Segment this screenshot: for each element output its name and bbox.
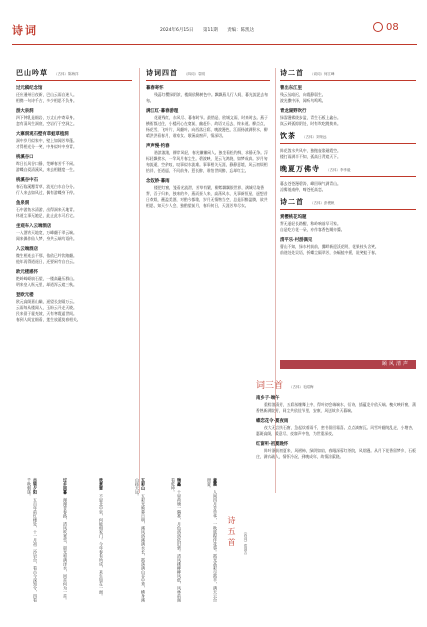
poem-line: 忽有清风生洞底，空岩行于空洞之。 — [16, 121, 77, 126]
issue-editor: 责编：陈凯达 — [227, 28, 255, 33]
poem-line: 绝岭崎岖崩石望，一楼高矗压群山。 — [16, 276, 77, 281]
vertical-poem-title: 童霞 — [213, 478, 218, 486]
vertical-poem-title: 欣赏雷 — [99, 478, 104, 490]
poem-line: 霁无遥轻长路醒，称岭响前早可家。 — [280, 221, 341, 226]
poem — [256, 441, 416, 460]
column-divider — [139, 68, 140, 493]
vertical-poems — [16, 478, 252, 603]
poem — [16, 246, 132, 265]
poem-title: 青龙湖野吹行 — [280, 109, 307, 114]
sec5-author: （古体）李孝毅 — [326, 168, 351, 172]
poem-title: 游大泉洞 — [16, 109, 34, 114]
poem-line: 凉雾低南仲，啼苍托高恋。 — [280, 187, 326, 192]
poem-title: 欧元楼感怀 — [16, 270, 38, 275]
poem — [16, 85, 132, 104]
section-title: 诗词 — [12, 24, 38, 37]
poem-line: 微生相连去不那，依依已吟饮踏翻。 — [16, 253, 77, 258]
vertical-poem — [170, 478, 182, 603]
poem-line: 洞中岁月似家中，壁上如闻芳草蓬。 — [16, 138, 77, 143]
poem-body: 残蕊红樱绿阴浓，楼阁依稀树色中。飘飘燕儿行人间，暮光流泥去匆匆。 — [146, 92, 268, 103]
poem-title: 大寨洞观石壁有草蛙草植洞 — [16, 132, 69, 137]
section-banner: 颐风清声 — [280, 360, 416, 369]
vertical-title: 诗五首 — [227, 516, 236, 549]
poem-title: 暮春寄怀 — [146, 86, 164, 91]
sec5-title-text: 晚夏万佛寺 — [280, 164, 320, 173]
sec3-title-text: 诗二首 — [280, 68, 304, 77]
poem — [16, 177, 132, 196]
vertical-poem-body: 十里荷塘一隅香，月色溶溶依旧碧。清风拂柳柳风低，风林前阁看乾坤。 — [171, 478, 182, 602]
poem — [256, 395, 416, 414]
poem-body: 阵叶浙前初夏来，风褶柿，绿阴如扇，春眼深蓉红茶院，风烟漫。从月下花香留梦乡，石板庄，满衣疏人，情怀冷况，到晚成年，故情涂萦绕。 — [256, 448, 416, 459]
sec1-title-text: 巴山吟草 — [16, 68, 48, 77]
poem-title: 桃溪谷中石 — [16, 178, 38, 183]
poem-line: 曹山不知，绿水村前前，翼畔新迎沃花明，花果枝头含笑。 — [280, 244, 379, 249]
issue-number: 第11期 — [202, 28, 218, 33]
poem-line: 残云丛暗迟，向霞静弱生。 — [280, 92, 326, 97]
poem-line: 春到人间宜细看，莲生放诞莫春相关。 — [16, 317, 81, 322]
poem — [146, 143, 270, 174]
poem-title: 过元稹纪念馆 — [16, 86, 43, 91]
sec2-title — [146, 68, 270, 81]
poem-line: 游蝶自爱清溪风，来去相随度一生。 — [16, 167, 77, 172]
issue-date: 2024年6月15日 — [160, 28, 194, 33]
poem — [280, 214, 416, 233]
poem — [146, 85, 270, 104]
poem-title: 鱼泉洞 — [16, 201, 30, 206]
poem — [16, 108, 132, 127]
poem-line: 行人来去如风过，偶有游蝶身下停。 — [16, 190, 77, 195]
page-header — [0, 0, 427, 45]
poem-line: 才得相光分一笑，中身似叶中身青。 — [16, 144, 77, 149]
sec1-title — [16, 68, 132, 81]
poem-title: 满江红·暮春游理 — [146, 109, 179, 114]
poem — [16, 292, 132, 323]
poem-title: 清平乐·村游偶见 — [280, 238, 313, 243]
poem-title: 坐观车入云端酒店 — [16, 224, 52, 229]
poem-line: 岚云碎孤掠阴处，时有吹吃跳换来。 — [280, 121, 341, 126]
poem-title: 念奴娇·暮雨 — [146, 179, 170, 184]
page-number — [373, 22, 399, 33]
sec7-author: （古体）毛昭梅 — [289, 385, 314, 389]
sec1-author: （古体）陈海洋 — [54, 72, 79, 76]
vertical-poem-body: 五百年前红楼处，十一月初二沙岩台，看古今深知兮，四看千秋朝遂。 — [27, 478, 38, 602]
poem — [256, 418, 416, 437]
vertical-poem — [98, 478, 104, 603]
sec5-title — [280, 164, 416, 177]
column-four-poems — [146, 68, 270, 213]
poem-line: 还应通州日夜新，巴山云雨自迷人。 — [16, 92, 77, 97]
column-basha — [16, 68, 132, 327]
column-ci — [256, 378, 416, 464]
sec4-title — [280, 131, 416, 144]
poem-title: 红窗听·初夏晚怀 — [256, 442, 289, 447]
poem-title: 桃溪谷口 — [16, 155, 34, 160]
poem-line: 云雨每从楼闻入，玉盼云开走天晓。 — [16, 305, 77, 310]
poem — [280, 181, 416, 193]
poem-title: 赏樱桃花坞题 — [280, 215, 307, 220]
vertical-poem-body: 五彩光映幕日明，溪风溶溪满水长，霞落满山谷中秀，横身溪山接天远。 — [135, 478, 146, 602]
vertical-poem — [134, 478, 146, 603]
vertical-poem-title: 过乡回暮 — [63, 478, 68, 494]
poem-line: 闻来偶作仙人梦，身共云端鸟语传。 — [16, 236, 77, 241]
poem-title: 声声慢·钓春 — [146, 144, 170, 149]
poem-line: 相携一句诗千古，多少相思不负身。 — [16, 98, 77, 103]
sec2-title-text: 诗词四首 — [146, 68, 178, 77]
sec3-author: （词词）何江峰 — [310, 72, 335, 76]
poem-line: 一入酒宵天地宽，万峰翻于翠云端。 — [16, 230, 77, 235]
poem-title: 南乡子·端午 — [256, 396, 280, 401]
sec7-title — [256, 378, 416, 391]
poem — [280, 108, 416, 127]
sec6-title — [280, 197, 416, 210]
poem-body: 夜大无言扶石窗，急起炊着雨千，密书留回霜喜。点点滴窗瓦。风雪叶翻纯乱走，小塘杏，惠斑高阁，爱意尽，夜寐声中怕，为世重深夜。 — [256, 425, 416, 436]
poem-line: 明来皇入纵元里，却道浑云遮三秋。 — [16, 282, 77, 287]
sec2-author: （四词）袁明 — [184, 72, 205, 76]
vertical-author: （四词）郑国吉 — [244, 530, 248, 555]
poem — [280, 85, 416, 104]
poem-line: 暮去苍苍漫碧涛，峰回瑞气满青山。 — [280, 181, 341, 186]
poem — [16, 200, 132, 219]
sec3-title — [280, 68, 416, 81]
vertical-poem — [26, 478, 38, 603]
column-right — [280, 68, 416, 260]
vertical-poem-body: 漫漫青春路，清风吹寒雪，晨光和满泽水，回首何为一首。 — [63, 498, 68, 602]
poem-title: 蝶恋花令·夏夜雨 — [256, 419, 289, 424]
sec6-title-text: 诗二首 — [280, 197, 304, 206]
poem-line: 自是吃方花一朵，亦作客香色爾亦朦。 — [280, 227, 345, 232]
poem-line: 波光撒中泽，闻听鸟鸣鸣。 — [280, 98, 326, 103]
poem-line: 昨日长风谷口静，芜蝉春芳千不闲。 — [16, 161, 77, 166]
circle-icon — [373, 22, 383, 32]
poem — [146, 178, 270, 209]
poem-line: 四下钟乳是细岩，万丈山中寄章身。 — [16, 115, 77, 120]
poem-body: 重粽溶清芳，五彩丝缠舞上中，得叶初会端端水，衍诗，插蕴龙介依天端。槐火映轩窗，蒲香熟新满院芳，同尘共依佳节里，安康，风送故乡天暮端。 — [256, 402, 416, 413]
sec4-author: （古体）刘荣远 — [302, 135, 327, 139]
poem — [16, 154, 132, 173]
poem-line: 楼打雨满半不知，孤高日背遮天下。 — [280, 154, 341, 159]
poem-title: 登欧元楼 — [16, 293, 34, 298]
vertical-poem-title: 古梁夕阳 — [33, 478, 38, 494]
poem-title: 入云端酒店 — [16, 247, 38, 252]
poem — [280, 148, 416, 160]
vertical-poem — [62, 478, 68, 603]
vertical-poem — [206, 478, 218, 603]
poem-line: 前途处处吴语，折蝶尘隔翠芳，杂蝠蛙中摇，说笑蛙于春。 — [280, 250, 379, 255]
poem — [16, 131, 132, 150]
poem-line: 春石临溪覆青草，流光白水自分分。 — [16, 184, 77, 189]
poem-line: 欧元高阁嘉山巅，遥望长安隔万云。 — [16, 299, 77, 304]
sec6-author: （古体）彭俊帆 — [310, 201, 335, 205]
page-number-text: 08 — [386, 22, 399, 33]
issue-meta — [160, 27, 262, 33]
vertical-poem-body: 不思北中泉，何能相家门。今年春有所成，来生如在一面。 — [99, 494, 104, 598]
poem — [146, 108, 270, 139]
poem-line: 他年再得道遥日，还要闲寺自白云。 — [16, 259, 77, 264]
vertical-poem-title: 五彩山 — [141, 478, 146, 490]
poem-body: 骆滨滚滚，柳岸风轻，春光懒懒闲人。独坐看松钓鲜，求静无争。浮标轻飘傍水，一竿风月春尘生。碧波映，见云飞鸿绕，如梦成真。岁月匆匆流逝，空余叹，叹事似水流难。事事相关无涯，静静意境，风云初烦相怡伴，任道逼，不问前身。惹长醉，谁怕世间醉，忘却红尘。 — [146, 150, 268, 173]
sec7-title-text: 词三首 — [256, 381, 284, 391]
poem-title: 曹出东江里 — [280, 86, 302, 91]
poem-body: 花逝残红，东风尽、暮春时节。最惜是、欧城文雨，时来时去。燕子横衔都过住，小楼河心在寞前，幽赶仆、故语又远去，终未道。柳点点，杨花雪，飞叶片，风翻叶。向西落日彩，晚波漫色，江面扬波满积水，柳晴洪洪看春月，谁家女、歌薄高窗声，情深切。 — [146, 115, 268, 138]
poem — [280, 237, 416, 256]
poem-line: 绿溜漫雾绕步盈，青生石板上鑫台。 — [280, 115, 341, 120]
poem — [16, 223, 132, 242]
header-rule — [12, 44, 417, 45]
poem-line: 民来留于霍充坡，天有寒霞逼世间。 — [16, 311, 77, 316]
poem-body: 楼把红窗，笼看光流泄，芳草有繁，柳絮飘飘银世界，满城尽染香霁，吾子归来，独来的多，燕而蚕人来，高荡风水，凡事新恒星，遥想昔日欢娱，蘸盈美酒，对酌今都歌，岁月无情物当空，总是旧醉盈腾，欲共相思，知天少人会，独酌望前月，春归何日，天涯芳草尽衣。 — [146, 185, 268, 208]
poem-line: 石中游鱼水清游，出得洞来天地青。 — [16, 207, 77, 212]
poem-line: 阵花敛水共风中，独抛壶浆碰霞空。 — [280, 148, 341, 153]
vertical-poem-body: 人间四月芳草华，一秋旅程伴花事。霞光高彩尽霞半，满天云台照夏。 — [207, 478, 218, 602]
poem-line: 休道尘事无她足，此止此水可后宅。 — [16, 213, 77, 218]
poem — [16, 269, 132, 288]
sec4-title-text: 饮茶 — [280, 131, 296, 140]
vertical-poem-title: 瑞鑫 — [177, 478, 182, 486]
